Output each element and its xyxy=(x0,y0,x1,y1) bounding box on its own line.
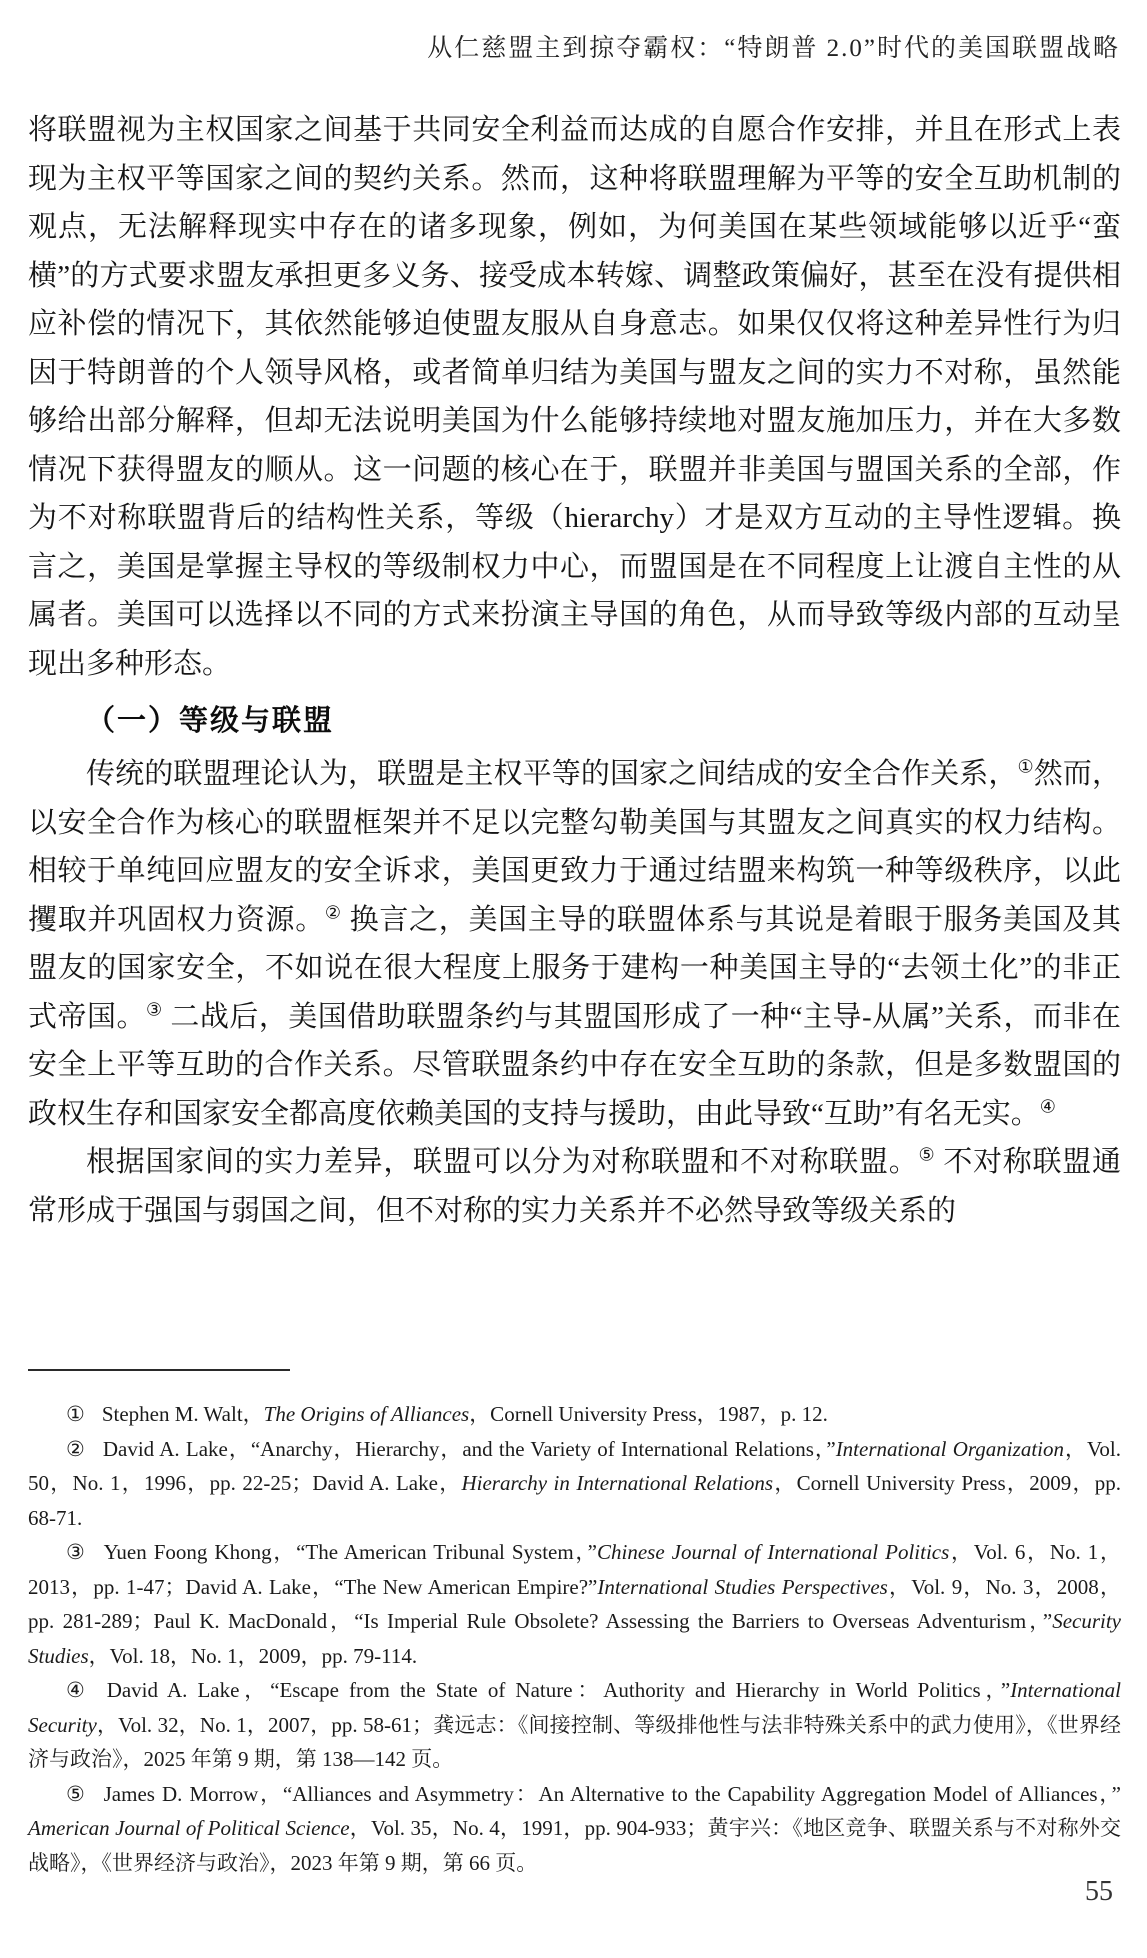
footnote-item xyxy=(28,1673,1121,1777)
footnotes xyxy=(28,1397,1121,1880)
text-run: ，Vol. 9，No. 3，2008，pp. 281-289；Paul K. MacDonald，“Is Imperial Rule Obsolete? Assessing the Barriers to Overseas Adventurism，” xyxy=(28,1574,1121,1633)
running-header: 从仁慈盟主到掠夺霸权：“特朗普 2.0”时代的美国联盟战略 xyxy=(427,35,1120,62)
text-run: James D. Morrow，“Alliances and Asymmetry：An Alternative to the Capability Aggregation Model of Alliances，” xyxy=(103,1781,1121,1806)
section-heading xyxy=(28,697,1121,745)
text-run: ，Vol. 6，No. 1，2013，pp. 1-47；David A. Lake，“The New American Empire?” xyxy=(28,1540,1121,1599)
text-run: ，Vol. 35，No. 4，1991，pp. 904-933；黄宇兴：《地区竞争、联盟关系与不对称外交战略》，《世界经济与政治》，2023 年第 9 期，第 66 页。 xyxy=(28,1816,1121,1875)
text-run: 然而，以安全合作为核心的联盟框架并不足以完整勾勒美国与其盟友之间真实的权力结构。相较于单纯回应盟友的安全诉求，美国更致力于通过结盟来构筑一种等级秩序，以此攫取并巩固权力资源。 xyxy=(28,758,1121,936)
footnote-divider xyxy=(28,1369,290,1371)
paragraph xyxy=(28,750,1121,1138)
text-run: ，Vol. 18，No. 1，2009，pp. 79-114. xyxy=(88,1643,418,1668)
footnote-item xyxy=(28,1535,1121,1673)
footnote-marker: ④ xyxy=(66,1678,90,1702)
footnote-marker: ② xyxy=(66,1436,86,1461)
text-run: 不对称联盟通常形成于强国与弱国之间，但不对称的实力关系并不必然导致等级关系的 xyxy=(28,1146,1121,1227)
text-run: David A. Lake，“Escape from the State of Nature：Authority and Hierarchy in World Politics，” xyxy=(106,1678,1011,1702)
italic-title: International Security xyxy=(28,1678,1122,1737)
footnote-item xyxy=(28,1432,1121,1536)
footnote-ref: ① xyxy=(1017,756,1034,777)
paragraph xyxy=(28,1138,1121,1235)
italic-title: American Journal of Political Science xyxy=(28,1816,350,1840)
text-run: 将联盟视为主权国家之间基于共同安全利益而达成的自愿合作安排，并且在形式上表现为主权平等国家之间的契约关系。然而，这种将联盟理解为平等的安全互助机制的观点，无法解释现实中存在的诸多现象，例如，为何美国在某些领域能够以近乎“蛮横”的方式要求盟友承担更多义务、接受成本转嫁、调整政策偏好，甚至在没有提供相应补偿的情况下，其依然能够迫使盟友服从自身意志。如果仅仅将这种差异性行为归因于特朗普的个人领导风格，或者简单归结为美国与盟友之间的实力不对称，虽然能够给出部分解释，但却无法说明美国为什么能够持续地对盟友施加压力，并在大多数情况下获得盟友的顺从。这一问题的核心在于，联盟并非美国与盟国关系的全部，作为不对称联盟背后的结构性关系，等级（hierarchy）才是双方互动的主导性逻辑。换言之，美国是掌握主导权的等级制权力中心，而盟国是在不同程度上让渡自主性的从属者。美国可以选择以不同的方式来扮演主导国的角色，从而导致等级内部的互动呈现出多种形态。 xyxy=(28,114,1121,680)
text-run: Yuen Foong Khong，“The American Tribunal System，” xyxy=(103,1540,598,1564)
footnote-marker: ⑤ xyxy=(66,1781,87,1806)
page-number: 55 xyxy=(1085,1876,1113,1907)
text-run: ，Cornell University Press，1987，p. 12. xyxy=(469,1402,828,1426)
footnote-ref: ③ xyxy=(145,998,163,1019)
footnote-ref: ④ xyxy=(1039,1095,1056,1116)
footnote-item xyxy=(28,1397,1121,1432)
footnote-ref: ② xyxy=(324,901,342,922)
italic-title: The Origins of Alliances xyxy=(263,1402,470,1426)
italic-title: Chinese Journal of International Politics xyxy=(597,1540,950,1564)
italic-title: International Organization xyxy=(835,1436,1064,1461)
text-run: 换言之，美国主导的联盟体系与其说是着眼于服务美国及其盟友的国家安全，不如说在很大程度上服务于建构一种美国主导的“去领土化”的非正式帝国。 xyxy=(28,903,1121,1033)
text-run: Stephen M. Walt， xyxy=(101,1402,264,1426)
footnote-ref: ⑤ xyxy=(918,1144,936,1165)
paragraph xyxy=(28,106,1121,688)
text-run: （一）等级与联盟 xyxy=(86,705,335,737)
italic-title: International Studies Perspectives xyxy=(597,1574,888,1599)
footnote-item xyxy=(28,1777,1121,1881)
text-run: David A. Lake，“Anarchy，Hierarchy，and the Variety of International Relations，” xyxy=(102,1436,836,1461)
italic-title: Hierarchy in International Relations xyxy=(461,1471,774,1495)
body-text xyxy=(28,106,1121,1235)
italic-title: Security Studies xyxy=(28,1609,1121,1668)
text-run: ，Vol. 50，No. 1，1996，pp. 22-25；David A. Lake， xyxy=(28,1436,1122,1495)
footnote-marker: ③ xyxy=(66,1540,87,1564)
text-run: 根据国家间的实力差异，联盟可以分为对称联盟和不对称联盟。 xyxy=(86,1146,919,1178)
text-run: ，Vol. 32，No. 1，2007，pp. 58-61；龚远志：《间接控制、等级排他性与法非特殊关系中的武力使用》，《世界经济与政治》，2025 年第 9 期，第 138—142 页。 xyxy=(28,1712,1121,1771)
text-run: 传统的联盟理论认为，联盟是主权平等的国家之间结成的安全合作关系， xyxy=(86,758,1018,790)
text-run: ，Cornell University Press，2009，pp. 68-71. xyxy=(28,1471,1121,1530)
text-run: 二战后，美国借助联盟条约与其盟国形成了一种“主导-从属”关系，而非在安全上平等互助的合作关系。尽管联盟条约中存在安全互助的条款，但是多数盟国的政权生存和国家安全都高度依赖美国的支持与援助，由此导致“互助”有名无实。 xyxy=(28,1000,1122,1130)
footnote-marker: ① xyxy=(66,1402,85,1426)
